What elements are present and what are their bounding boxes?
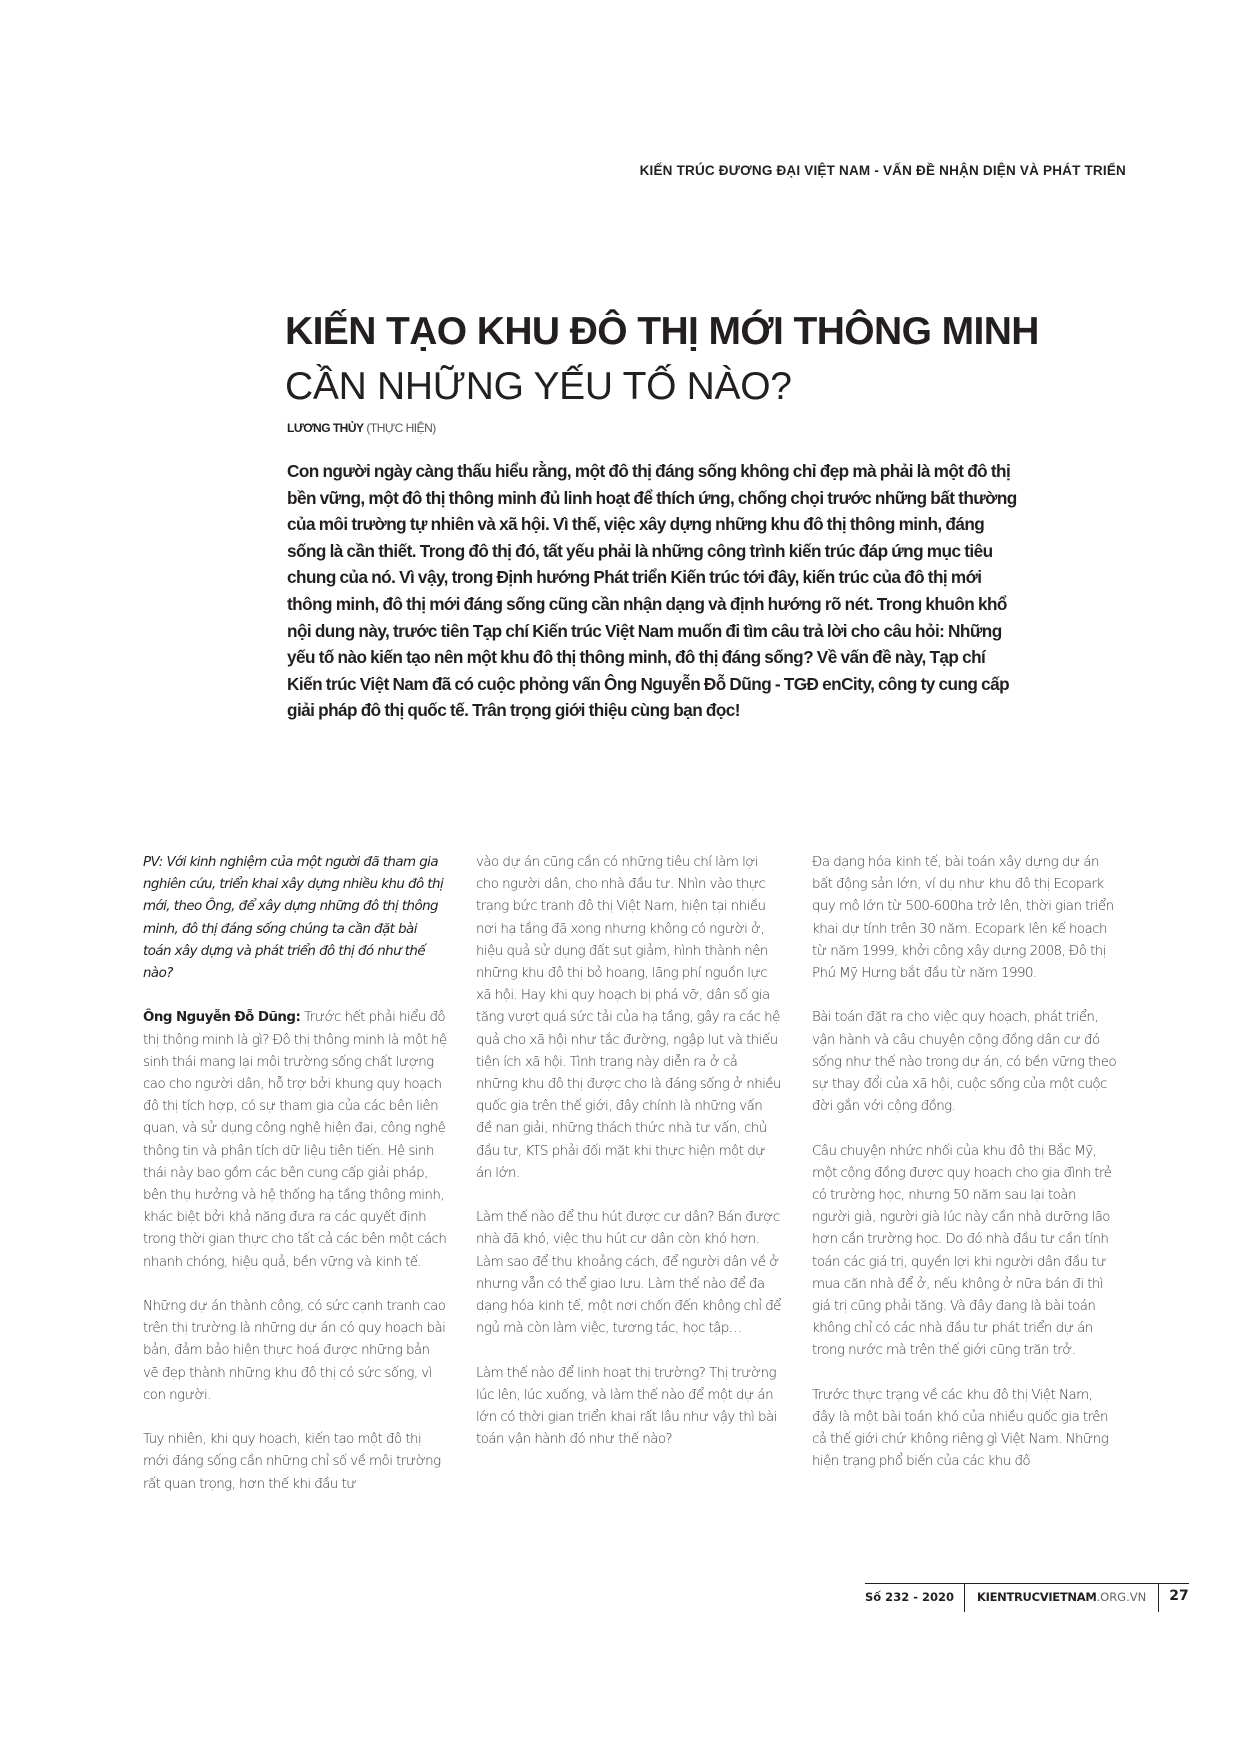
answer-text: Trước hết phải hiểu đô thị thông minh là gì? Đô thị thông minh là một hệ sinh thái mang lại môi trường sống chất lượng cao cho người dân, hỗ trợ bởi khung quy hoạch đô thị tích hợp, có sự tham gia của các bên liên quan, và sử dụng công nghệ hiện đại, công nghệ thông tin và phân tích dữ liệu tiên tiến. Hệ sinh thái này bao gồm các bên cung cấp giải pháp, bên thụ hưởng và hệ thống hạ tầng thông minh, khác biệt bởi khả năng đưa ra các quyết định trong thời gian thực cho tất cả các bên một cách nhanh chóng, hiệu quả, bền vững và kinh tế. bbox=[143, 1010, 447, 1270]
body-column-3 bbox=[812, 852, 1117, 1496]
lead-paragraph: Con người ngày càng thấu hiểu rằng, một đô thị đáng sống không chỉ đẹp mà phải là một đô thị bền vững, một đô thị thông minh đủ linh hoạt để thích ứng, chống chọi trước những bất thường của môi trường tự nhiên và xã hội. Vì thế, việc xây dựng những khu đô thị thông minh, đáng sống là cần thiết. Trong đô thị đó, tất yếu phải là những công trình kiến trúc đáp ứng mục tiêu chung của nó. Vì vậy, trong Định hướng Phát triển Kiến trúc tới đây, kiến trúc của đô thị mới thông minh, đô thị mới đáng sống cũng cần nhận dạng và định hướng rõ nét. Trong khuôn khổ nội dung này, trước tiên Tạp chí Kiến trúc Việt Nam muốn đi tìm câu trả lời cho câu hỏi: Những yếu tố nào kiến tạo nên một khu đô thị thông minh, đô thị đáng sống? Về vấn đề này, Tạp chí Kiến trúc Việt Nam đã có cuộc phỏng vấn Ông Nguyễn Đỗ Dũng - TGĐ enCity, công ty cung cấp giải pháp đô thị quốc tế. Trân trọng giới thiệu cùng bạn đọc! bbox=[287, 461, 1017, 721]
page-footer bbox=[865, 1583, 1189, 1612]
byline bbox=[287, 421, 436, 435]
body-paragraph: Câu chuyện nhức nhối của khu đô thị Bắc Mỹ, một cộng đồng được quy hoạch cho gia đình trẻ có trường học, nhưng 50 năm sau lại toàn người già, người già lúc này cần nhà dưỡng lão hơn cần trường học. Do đó nhà đầu tư cần tính toán các giá trị, quyền lợi khi người dân đầu tư mua căn nhà để ở, nếu không ở nữa bán đi thì giá trị cũng phải tăng. Và đây đang là bài toán không chỉ có các nhà đầu tư phát triển dự án trong nước mà trên thế giới cũng trăn trở. bbox=[812, 1143, 1112, 1359]
body-paragraph: Bài toán đặt ra cho việc quy hoạch, phát triển, vận hành và câu chuyện cộng đồng dân cư đó sống như thế nào trong dự án, có bền vững theo sự thay đổi của xã hội, cuộc sống của một cuộc đời gắn với cộng đồng. bbox=[812, 1010, 1117, 1115]
byline-author: LƯƠNG THỦY bbox=[287, 421, 364, 435]
website-domain: .ORG.VN bbox=[1096, 1590, 1147, 1604]
body-column-1 bbox=[143, 852, 448, 1518]
body-paragraph: Tuy nhiên, khi quy hoạch, kiến tạo một đô thị mới đáng sống cần những chỉ số về môi trường rất quan trọng, hơn thế khi đầu tư bbox=[143, 1432, 441, 1492]
body-paragraph: Đa dạng hóa kinh tế, bài toán xây dựng dự án bất động sản lớn, ví dụ như khu đô thị Ecopark quy mô lớn từ 500-600ha trở lên, thời gian triển khai dự tính trên 30 năm. Ecopark lên kế hoạch từ năm 1999, khởi công xây dựng 2008, Đô thị Phú Mỹ Hưng bắt đầu từ năm 1990. bbox=[812, 855, 1114, 982]
page-number: 27 bbox=[1169, 1588, 1189, 1604]
issue-number: Số 232 - 2020 bbox=[865, 1584, 965, 1612]
body-column-2 bbox=[476, 852, 781, 1474]
body-paragraph: Làm thế nào để linh hoạt thị trường? Thị trường lúc lên, lúc xuống, và làm thế nào để một dự án lớn có thời gian triển khai rất lâu như vậy thì bài toán vận hành đó như thế nào? bbox=[476, 1365, 777, 1448]
answer-paragraph bbox=[143, 1007, 448, 1273]
section-header: KIẾN TRÚC ĐƯƠNG ĐẠI VIỆT NAM - VẤN ĐỀ NHẬN DIỆN VÀ PHÁT TRIỂN bbox=[639, 163, 1126, 178]
body-paragraph: Những dự án thành công, có sức cạnh tranh cao trên thị trường là những dự án có quy hoạch bài bản, đảm bảo hiện thực hoá được những bản vẽ đẹp thành những khu đô thị có sức sống, vì con người. bbox=[143, 1299, 446, 1403]
website-link[interactable] bbox=[965, 1584, 1159, 1612]
byline-role: (THỰC HIỆN) bbox=[366, 421, 436, 435]
article-title-line2: CẦN NHỮNG YẾU TỐ NÀO? bbox=[285, 365, 792, 408]
speaker-name: Ông Nguyễn Đỗ Dũng: bbox=[143, 1010, 301, 1026]
website-name: KIENTRUCVIETNAM bbox=[976, 1590, 1097, 1604]
body-paragraph: Làm thế nào để thu hút được cư dân? Bán được nhà đã khó, việc thu hút cư dân còn khó hơn. Làm sao để thu khoảng cách, để người dân về ở nhưng vẫn có thể giao lưu. Làm thế nào để đa dạng hóa kinh tế, một nơi chốn đến không chỉ để ngủ mà còn làm việc, tương tác, học tập… bbox=[476, 1210, 781, 1337]
body-paragraph: vào dự án cũng cần có những tiêu chí làm lợi cho người dân, cho nhà đầu tư. Nhìn vào thực trạng bức tranh đô thị Việt Nam, hiện tại nhiều nơi hạ tầng đã xong nhưng không có người ở, hiệu quả sử dụng đất sụt giảm, hình thành nên những khu đô thị bỏ hoang, lãng phí nguồn lực xã hội. Hay khi quy hoạch bị phá vỡ, dân số gia tăng vượt quá sức tải của hạ tầng, gây ra các hệ quả cho xã hội như tắc đường, ngập lụt và thiếu tiện ích xã hội. Tình trạng này diễn ra ở cả những khu đô thị được cho là đáng sống ở nhiều quốc gia trên thế giới, đây chính là những vấn đề nan giải, những thách thức nhà tư vấn, chủ đầu tư, KTS phải đối mặt khi thực hiện một dự án lớn. bbox=[476, 855, 781, 1181]
article-title-line1: KIẾN TẠO KHU ĐÔ THỊ MỚI THÔNG MINH bbox=[285, 310, 1039, 353]
body-paragraph: Trước thực trạng về các khu đô thị Việt Nam, đây là một bài toán khó của nhiều quốc gia trên cả thế giới chứ không riêng gì Việt Nam. Những hiện trạng phổ biến của các khu đô bbox=[812, 1387, 1109, 1470]
interview-question: PV: Với kinh nghiệm của một người đã tham gia nghiên cứu, triển khai xây dựng nhiều khu đô thị mới, theo Ông, để xây dựng những đô thị thông minh, đô thị đáng sống chúng ta cần đặt bài toán xây dựng và phát triển đô thị đó như thế nào? bbox=[143, 855, 444, 982]
